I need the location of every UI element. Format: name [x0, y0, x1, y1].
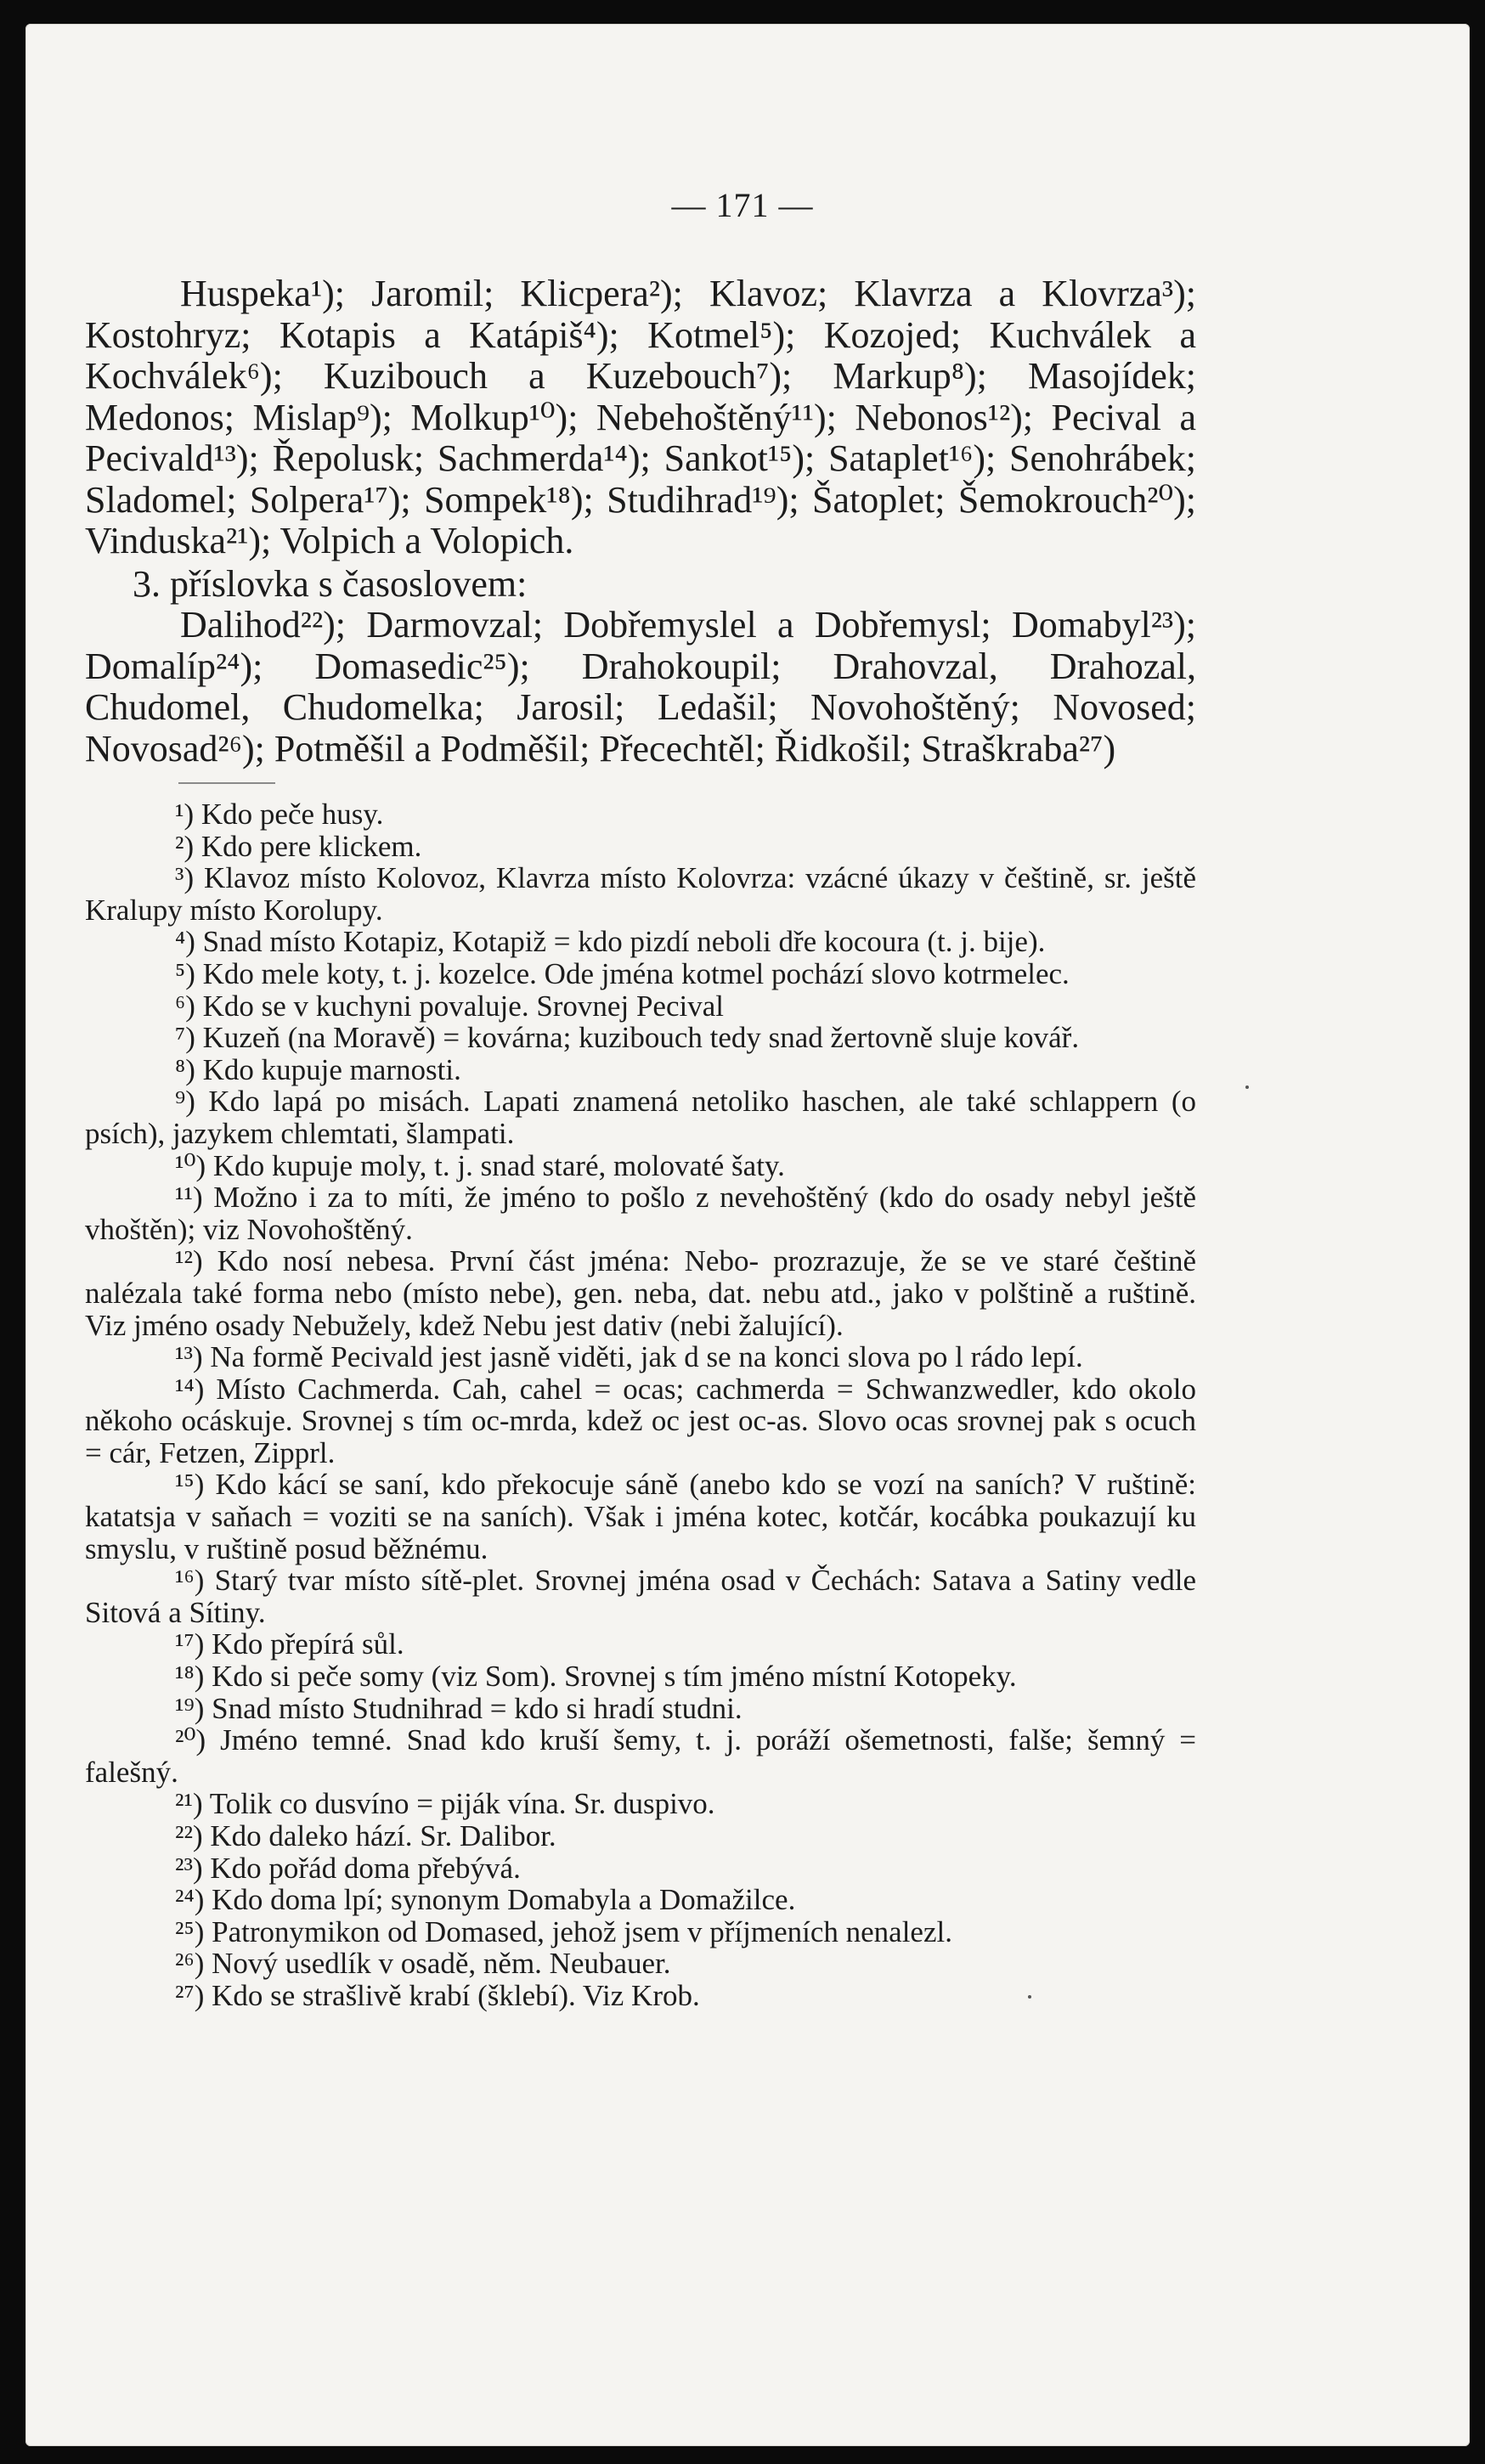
footnote: ²⁴) Kdo doma lpí; synonym Domabyla a Domažilce.	[175, 1883, 796, 1917]
page-number: — 171 —	[671, 186, 814, 224]
footnote: ⁵) Kdo mele koty, t. j. kozelce. Ode jména kotmel pochází slovo kotrmelec.	[175, 956, 1070, 990]
ink-speck	[1028, 1995, 1031, 1999]
footnote: ²³) Kdo pořád doma přebývá.	[175, 1851, 521, 1885]
footnote: ¹²) Kdo nosí nebesa. První část jména: Nebo- prozrazuje, že se ve staré češtině nalézala také forma nebo (místo nebe), gen. neba, dat. nebu atd., jako v polštině a ruštině. Viz jméno osady Nebužely, kdež Nebu jest dativ (nebi žalující).	[85, 1244, 1196, 1342]
footnote: ³) Klavoz místo Kolovoz, Klavrza místo Kolovrza: vzácné úkazy v češtině, sr. ještě Kralupy místo Korolupy.	[85, 861, 1196, 927]
footnote: ¹⁰) Kdo kupuje moly, t. j. snad staré, molovaté šaty.	[175, 1148, 785, 1182]
footnote: ²⁰) Jméno temné. Snad kdo kruší šemy, t. j. poráží ošemetnosti, falše; šemný = falešný.	[85, 1723, 1196, 1789]
footnote: ²⁷) Kdo se strašlivě krabí (šklebí). Viz Krob.	[175, 1978, 700, 2012]
footnote-divider	[178, 782, 275, 784]
footnote: ¹¹) Možno i za to míti, že jméno to pošlo z nevehoštěný (kdo do osady nebyl ještě vhoštěn); viz Novohoštěný.	[85, 1181, 1196, 1246]
footnote: ⁸) Kdo kupuje marnosti.	[175, 1052, 461, 1086]
footnote: ¹⁸) Kdo si peče somy (viz Som). Srovnej s tím jméno místní Kotopeky.	[175, 1660, 1017, 1694]
footnotes	[85, 798, 1196, 2012]
section-heading: 3. příslovka s časoslovem:	[133, 562, 528, 605]
footnote: ⁶) Kdo se v kuchyni povaluje. Srovnej Pecival	[175, 989, 724, 1023]
footnote: ²) Kdo pere klickem.	[175, 829, 422, 863]
footnote: ⁷) Kuzeň (na Moravě) = kovárna; kuzibouch tedy snad žertovně sluje kovář.	[175, 1021, 1080, 1055]
footnote: ¹⁶) Starý tvar místo sítě-plet. Srovnej jména osad v Čechách: Satava a Satiny vedle Sitová a Sítiny.	[85, 1564, 1196, 1629]
footnote: ¹⁵) Kdo kácí se saní, kdo překocuje sáně (anebo kdo se vozí na saních? V ruštině: katatsja v saňach = voziti se na saních). Však i jména kotec, kotčár, kocábka poukazují ku smyslu, v ruštině posud běžnému.	[85, 1468, 1196, 1565]
footnote: ¹⁴) Místo Cachmerda. Cah, cahel = ocas; cachmerda = Schwanzwedler, kdo okolo někoho ocáskuje. Srovnej s tím oc-mrda, kdež oc jest oc-as. Slovo ocas srovnej pak s ocuch = cár, Fetzen, Zipprl.	[85, 1372, 1196, 1469]
footnote: ²⁶) Nový usedlík v osadě, něm. Neubauer.	[175, 1947, 671, 1981]
footnote: ⁹) Kdo lapá po misách. Lapati znamená netoliko haschen, ale také schlappern (o psích), jazykem chlemtati, šlampati.	[85, 1085, 1196, 1150]
footnote: ⁴) Snad místo Kotapiz, Kotapiž = kdo pizdí neboli dře kocoura (t. j. bije).	[175, 925, 1046, 959]
footnote: ¹³) Na formě Pecivald jest jasně viděti, jak d se na konci slova po l rádo lepí.	[175, 1340, 1083, 1374]
surname-list-paragraph: Huspeka¹); Jaromil; Klicpera²); Klavoz; Klavrza a Klovrza³); Kostohryz; Kotapis a Katápiš⁴); Kotmel⁵); Kozojed; Kuchválek a Kochválek⁶); Kuzibouch a Kuzebouch⁷); Markup⁸); Masojídek; Medonos; Mislap⁹); Molkup¹⁰); Nebehoštěný¹¹); Nebonos¹²); Pecival a Pecivald¹³); Řepolusk; Sachmerda¹⁴); Sankot¹⁵); Sataplet¹⁶); Senohrábek; Sladomel; Solpera¹⁷); Sompek¹⁸); Studihrad¹⁹); Šatoplet; Šemokrouch²⁰); Vinduska²¹); Volpich a Volopich.	[85, 273, 1196, 561]
main-text	[85, 273, 1196, 770]
footnote: ¹⁹) Snad místo Studnihrad = kdo si hradí studni.	[175, 1691, 742, 1725]
footnote: ²²) Kdo daleko hází. Sr. Dalibor.	[175, 1819, 556, 1852]
ink-speck	[1245, 1085, 1249, 1089]
footnote: ²⁵) Patronymikon od Domased, jehož jsem v příjmeních nenalezl.	[175, 1914, 952, 1948]
footnote: ²¹) Tolik co dusvíno = piják vína. Sr. duspivo.	[175, 1787, 715, 1821]
footnote: ¹) Kdo peče husy.	[175, 798, 384, 831]
footnote: ¹⁷) Kdo přepírá sůl.	[175, 1627, 404, 1661]
adverb-names-paragraph: Dalihod²²); Darmovzal; Dobřemyslel a Dobřemysl; Domabyl²³); Domalíp²⁴); Domasedic²⁵); Drahokoupil; Drahovzal, Drahozal, Chudomel, Chudomelka; Jarosil; Ledašil; Novohoštěný; Novosed; Novosad²⁶); Potměšil a Podměšil; Přecechtěl; Řidkošil; Straškraba²⁷)	[85, 604, 1196, 770]
